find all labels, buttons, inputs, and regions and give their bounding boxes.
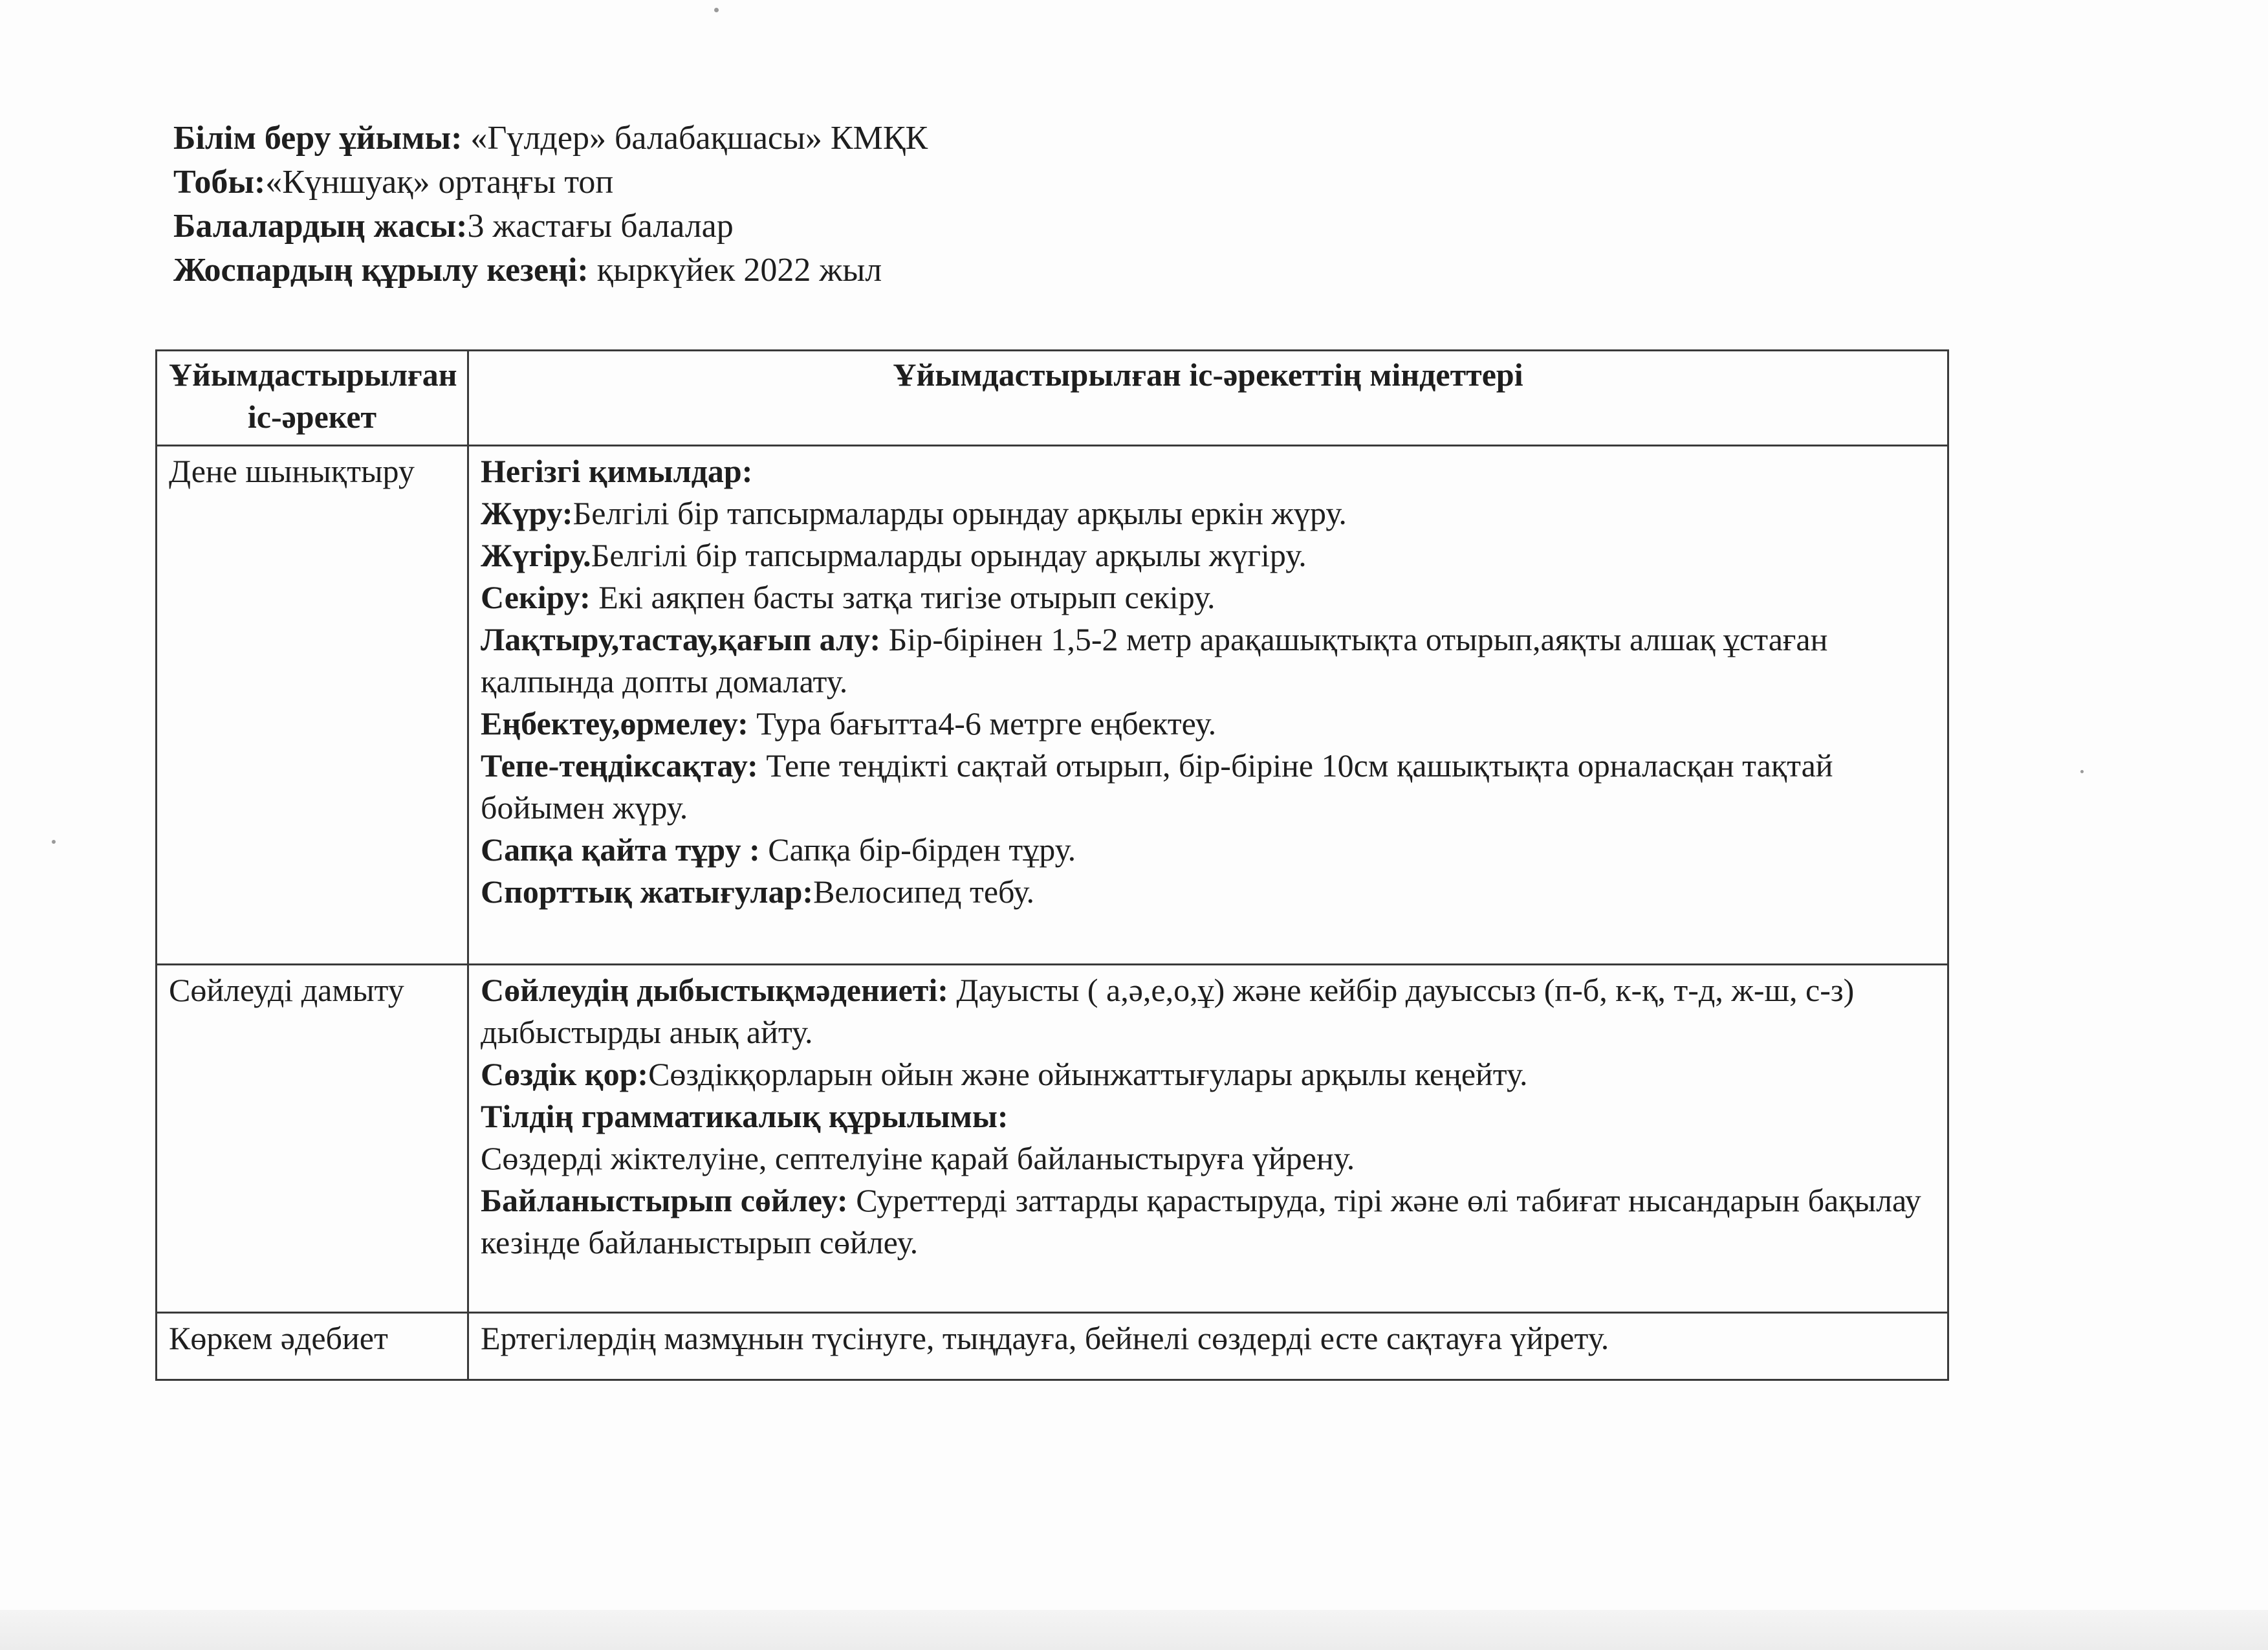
- task-label: Сөздік қор:: [481, 1056, 649, 1092]
- table-row: [157, 446, 1948, 965]
- group-value: «Күншуақ» ортаңғы топ: [265, 164, 614, 201]
- task-label: Байланыстырып сөйлеу:: [481, 1182, 848, 1218]
- task-text: Тепе теңдікті сақтай отырып, бір-біріне 10см қашықтықта орналасқан тақтай бойымен жүру.: [481, 747, 1833, 826]
- activity-cell: Сөйлеуді дамыту: [157, 965, 468, 1313]
- task-label: Тілдің грамматикалық құрылымы:: [481, 1098, 1009, 1134]
- group-label: Тобы:: [173, 164, 266, 201]
- task-label: Жүру:: [481, 495, 573, 531]
- scan-speck: [52, 840, 56, 844]
- org-label: Білім беру ұйымы:: [173, 120, 463, 157]
- task-label: Негізгі қимылдар:: [481, 453, 753, 489]
- table-row: [157, 965, 1948, 1313]
- task-label: Сөйлеудің дыбыстықмәдениеті:: [481, 972, 948, 1008]
- age-value: 3 жастағы балалар: [467, 208, 734, 245]
- task-item: [481, 1053, 1935, 1095]
- task-text: Бір-бірінен 1,5-2 метр арақашықтықта отырып,аяқты алшақ ұстаған қалпында допты домалату.: [481, 621, 1828, 699]
- activity-cell: Көркем әдебиет: [157, 1313, 468, 1380]
- task-text: Дауысты ( а,ә,е,о,ұ) және кейбір дауыссыз (п-б, к-қ, т-д, ж-ш, с-з) дыбыстырды анық айту.: [481, 972, 1855, 1050]
- task-item: [481, 619, 1935, 703]
- task-label: Сапқа қайта тұру :: [481, 831, 760, 868]
- header-period: [173, 248, 1985, 292]
- org-value: «Гүлдер» балабақшасы» КМҚК: [462, 120, 928, 157]
- scan-speck: [714, 8, 719, 12]
- task-item: [481, 871, 1935, 913]
- task-text: Екі аяқпен басты затқа тигізе отырып секіру.: [590, 579, 1216, 615]
- tasks-cell: [468, 965, 1948, 1313]
- task-text: Белгілі бір тапсырмаларды орындау арқылы жүгіру.: [591, 537, 1307, 573]
- column-header-tasks: Ұйымдастырылған іс-әрекеттің міндеттері: [468, 351, 1948, 446]
- age-label: Балалардың жасы:: [173, 208, 468, 245]
- task-item: [481, 703, 1935, 745]
- document-header: [173, 116, 1985, 292]
- column-header-activity: Ұйымдастырылған іс-әрекет: [157, 351, 468, 446]
- header-organization: [173, 116, 1985, 160]
- activity-cell: Дене шынықтыру: [157, 446, 468, 965]
- task-item: [481, 450, 1935, 492]
- task-label: Секіру:: [481, 579, 591, 615]
- task-text: Ертегілердің мазмұнын түсінуге, тыңдауға, бейнелі сөздерді есте сақтауға үйрету.: [481, 1320, 1609, 1356]
- task-text: Сапқа бір-бірден тұру.: [759, 831, 1076, 868]
- plan-table: [155, 349, 1949, 1381]
- task-label: Еңбектеу,өрмелеу:: [481, 705, 748, 742]
- scan-edge: [0, 1610, 2268, 1650]
- tasks-cell: [468, 1313, 1948, 1380]
- task-item: [481, 577, 1935, 619]
- period-label: Жоспардың құрылу кезеңі:: [173, 252, 589, 289]
- task-item: [481, 969, 1935, 1053]
- task-item: [481, 1138, 1935, 1180]
- table-row: [157, 1313, 1948, 1380]
- task-text: Белгілі бір тапсырмаларды орындау арқылы еркін жүру.: [572, 495, 1347, 531]
- period-value: қыркүйек 2022 жыл: [588, 252, 882, 289]
- task-label: Тепе-теңдіксақтау:: [481, 747, 758, 784]
- task-item: [481, 745, 1935, 829]
- tasks-cell: [468, 446, 1948, 965]
- task-text: Суреттерді заттарды қарастыруда, тірі және өлі табиғат нысандарын бақылау кезінде байланыстырып сөйлеу.: [481, 1182, 1921, 1260]
- header-age: [173, 204, 1985, 248]
- task-label: Жүгіру.: [481, 537, 591, 573]
- task-label: Лақтыру,тастау,қағып алу:: [481, 621, 881, 657]
- task-text: Сөздікқорларын ойын және ойынжаттығулары арқылы кеңейту.: [648, 1056, 1528, 1092]
- header-group: [173, 160, 1985, 204]
- task-item: [481, 1095, 1935, 1138]
- task-item: [481, 1180, 1935, 1264]
- task-text: Сөздерді жіктелуіне, септелуіне қарай байланыстыруға үйрену.: [481, 1140, 1355, 1176]
- task-item: [481, 829, 1935, 871]
- task-item: [481, 534, 1935, 577]
- task-item: [481, 492, 1935, 534]
- task-label: Спорттық жатығулар:: [481, 874, 814, 910]
- table-header-row: [157, 351, 1948, 446]
- task-text: Велосипед тебу.: [813, 874, 1035, 910]
- scan-speck: [2080, 770, 2084, 773]
- task-item: [481, 1317, 1935, 1359]
- task-text: Тура бағытта4-6 метрге еңбектеу.: [748, 705, 1217, 742]
